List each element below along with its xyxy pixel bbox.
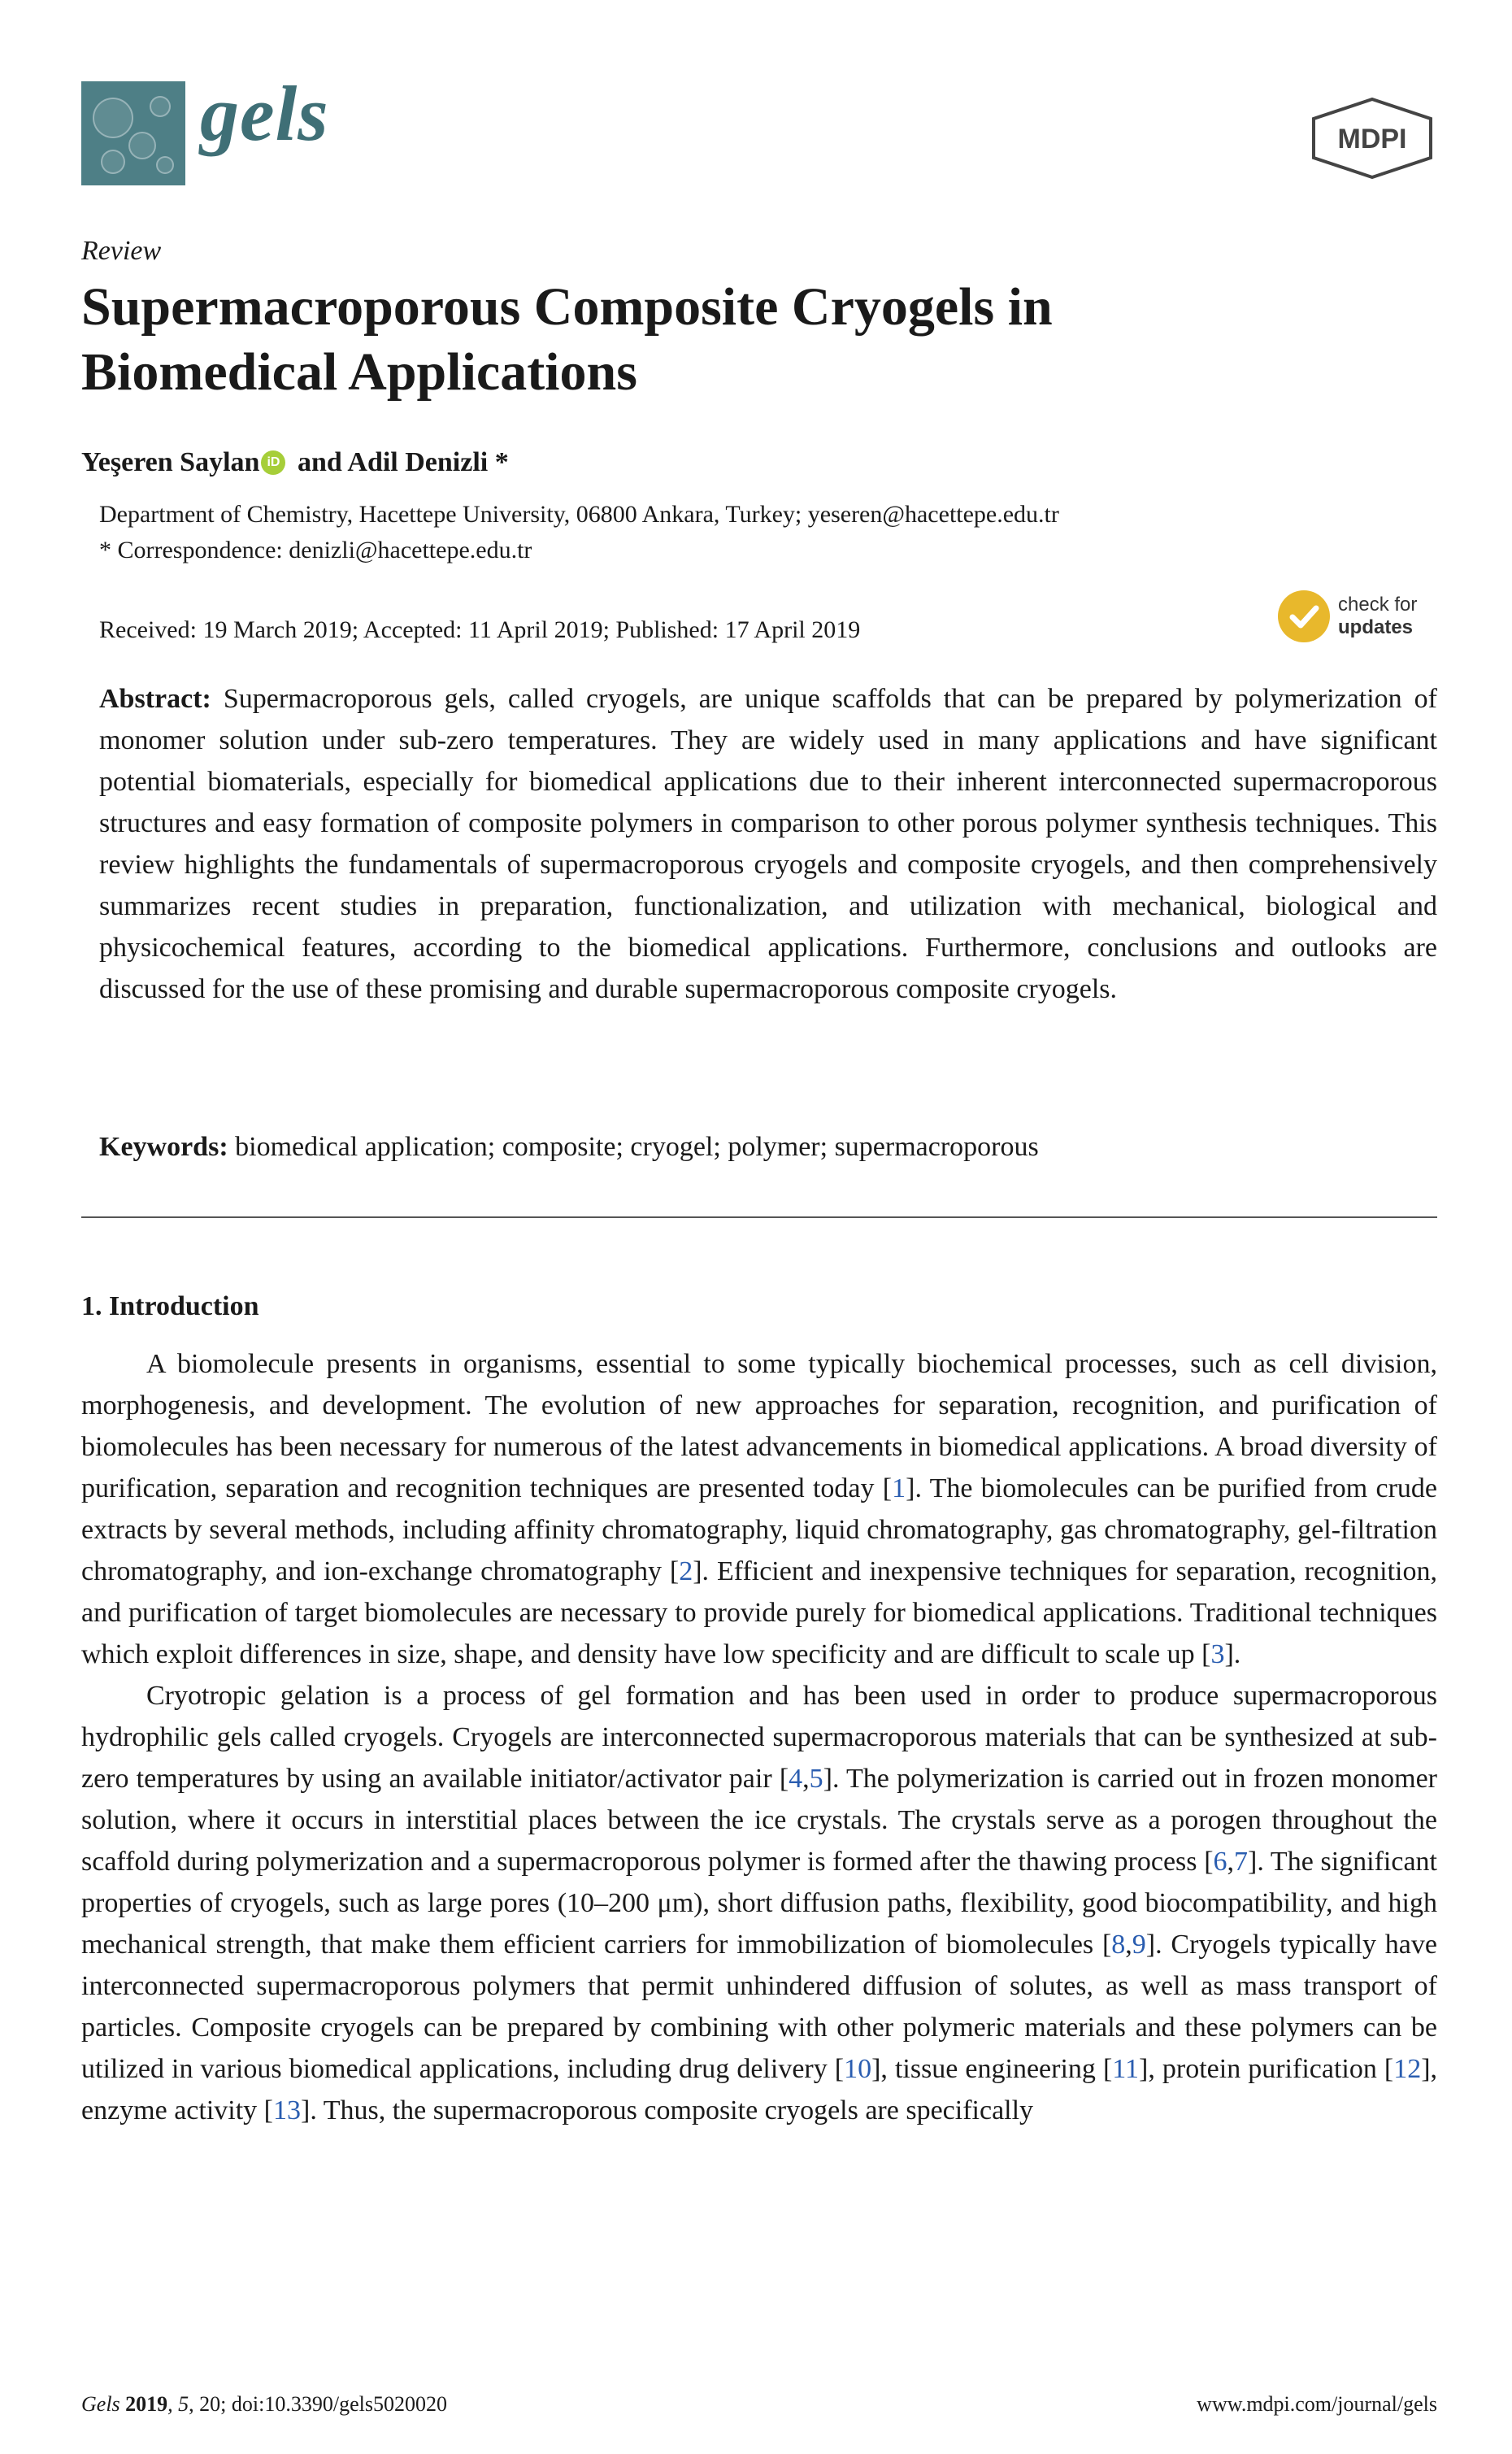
author-name-rest: and Adil Denizli * — [290, 447, 509, 477]
affiliation: Department of Chemistry, Hacettepe University, 06800 Ankara, Turkey; yeseren@hacettepe.edu.tr — [99, 501, 1059, 528]
citation-link[interactable]: 2 — [679, 1556, 693, 1586]
orcid-icon[interactable]: iD — [261, 450, 285, 475]
citation-link[interactable]: 7 — [1234, 1847, 1249, 1877]
publisher-logo-text: MDPI — [1337, 124, 1407, 154]
citation-link[interactable]: 11 — [1112, 2054, 1140, 2084]
citation-link[interactable]: 3 — [1210, 1639, 1225, 1669]
divider — [81, 1216, 1437, 1218]
citation-link[interactable]: 4 — [789, 1764, 803, 1794]
correspondence: * Correspondence: denizli@hacettepe.edu.tr — [99, 537, 532, 563]
abstract — [99, 678, 1437, 1010]
title-line-1: Supermacroporous Composite Cryogels in — [81, 277, 1053, 337]
keywords-text: biomedical application; composite; cryogel; polymer; supermacroporous — [228, 1132, 1039, 1162]
author-name: Yeşeren Saylan — [81, 447, 260, 477]
citation-link[interactable]: 8 — [1111, 1930, 1126, 1960]
check-for-updates-button[interactable] — [1278, 590, 1440, 647]
citation-link[interactable]: 13 — [273, 2095, 302, 2125]
citation-link[interactable]: 6 — [1213, 1847, 1227, 1877]
paragraph: Cryotropic gelation is a process of gel formation and has been used in order to produce supermacroporous hydrophilic gels called cryogels. Cryogels are interconnected supermacroporous materials that can be synthesized at sub-zero temperatures by using an available initiator/activator pair [4,5]. The polymerization is carried out in frozen monomer solution, where it occurs in interstitial places between the ice crystals. The crystals serve as a porogen throughout the scaffold during polymerization and a supermacroporous polymer is formed after the thawing process [6,7]. The significant properties of cryogels, such as large pores (10–200 μm), short diffusion paths, flexibility, good biocompatibility, and high mechanical strength, that make them efficient carriers for immobilization of biomolecules [8,9]. Cryogels typically have interconnected supermacroporous polymers that permit unhindered diffusion of solutes, as well as mass transport of particles. Composite cryogels can be prepared by combining with other polymeric materials and these polymers can be utilized in various biomedical applications, including drug delivery [10], tissue engineering [11], protein purification [12], enzyme activity [13]. Thus, the supermacroporous composite cryogels are specifically — [81, 1681, 1438, 2125]
section-heading: 1. Introduction — [81, 1291, 259, 1321]
journal-logo — [81, 81, 185, 185]
check-updates-line-2: updates — [1338, 616, 1414, 638]
publisher-logo — [1307, 98, 1437, 179]
abstract-text: Supermacroporous gels, called cryogels, are unique scaffolds that can be prepared by polymerization of monomer solution under sub-zero temperatures. They are widely used in many applications and have significant potential biomaterials, especially for biomedical applications due to their inherent interconnected supermacroporous structures and easy formation of composite polymers in comparison to other porous polymer synthesis techniques. This review highlights the fundamentals of supermacroporous cryogels and composite cryogels, and then comprehensively summarizes recent studies in preparation, functionalization, and utilization with mechanical, biological and physicochemical features, according to the biomedical applications. Furthermore, conclusions and outlooks are discussed for the use of these promising and durable supermacroporous composite cryogels. — [99, 684, 1437, 1004]
check-updates-line-1: check for — [1338, 594, 1418, 616]
citation-link[interactable]: 10 — [844, 2054, 872, 2084]
title-line-2: Biomedical Applications — [81, 342, 637, 402]
body-text — [81, 1343, 1437, 2131]
abstract-label: Abstract: — [99, 684, 211, 714]
footer-citation: Gels 2019, 5, 20; doi:10.3390/gels5020020 — [81, 2392, 447, 2416]
publication-dates: Received: 19 March 2019; Accepted: 11 April 2019; Published: 17 April 2019 — [99, 616, 861, 643]
paragraph: A biomolecule presents in organisms, essential to some typically biochemical processes, such as cell division, morphogenesis, and development. The evolution of new approaches for separation, recognition, and purification of biomolecules has been necessary for numerous of the latest advancements in biomedical applications. A broad diversity of purification, separation and recognition techniques are presented today [1]. The biomolecules can be purified from crude extracts by several methods, including affinity chromatography, liquid chromatography, gas chromatography, gel-filtration chromatography, and ion-exchange chromatography [2]. Efficient and inexpensive techniques for separation, recognition, and purification of target biomolecules are necessary to provide purely for biomedical applications. Traditional techniques which exploit differences in size, shape, and density have low specificity and are difficult to scale up [3]. — [81, 1349, 1438, 1669]
citation-link[interactable]: 12 — [1393, 2054, 1422, 2084]
footer-journal-url[interactable]: www.mdpi.com/journal/gels — [1197, 2392, 1437, 2416]
keywords-label: Keywords: — [99, 1132, 228, 1162]
keywords — [99, 1132, 1437, 1163]
journal-name: gels — [200, 70, 329, 157]
citation-link[interactable]: 9 — [1132, 1930, 1146, 1960]
citation-link[interactable]: 5 — [809, 1764, 823, 1794]
checkmark-icon — [1278, 590, 1330, 642]
article-title — [81, 275, 1382, 405]
author-list — [81, 447, 509, 478]
article-type: Review — [81, 236, 162, 266]
citation-link[interactable]: 1 — [892, 1473, 906, 1503]
